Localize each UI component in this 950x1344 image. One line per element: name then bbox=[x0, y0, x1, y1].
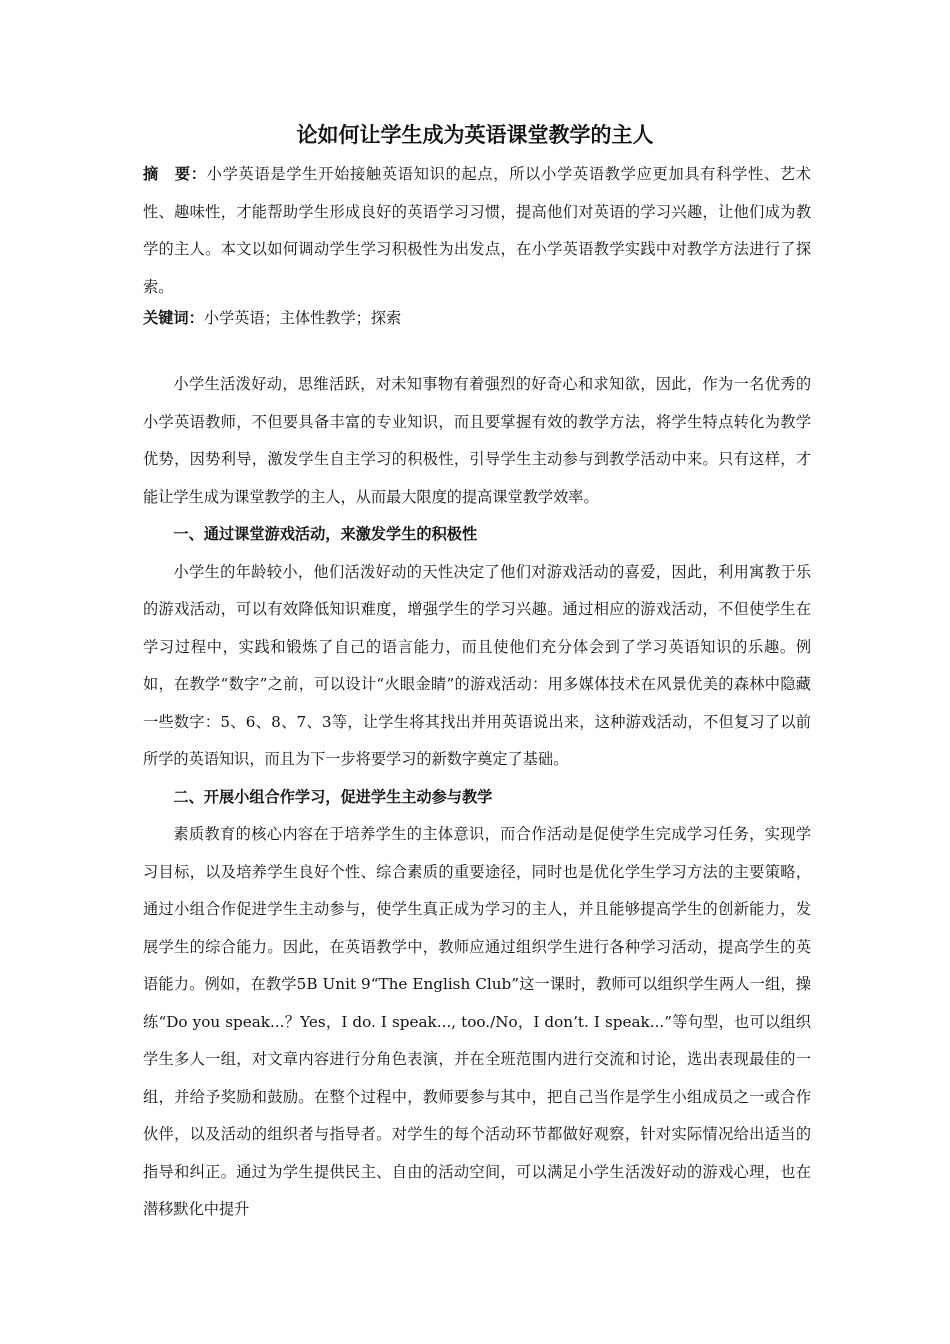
section-heading-1: 一、通过课堂游戏活动，来激发学生的积极性 bbox=[173, 525, 478, 543]
keywords-label: 关键词： bbox=[143, 309, 204, 327]
abstract-label: 摘 要： bbox=[143, 165, 207, 183]
section-paragraph-2: 素质教育的核心内容在于培养学生的主体意识，而合作活动是促使学生完成学习任务，实现学习目标，以及培养学生良好个性、综合素质的重要途径，同时也是优化学生学习方法的主要策略，通过小组合作促进学生主动参与，使学生真正成为学习的主人，并且能够提高学生的创新能力，发展学生的综合能力。因此，在英语教学中，教师应通过组织学生进行各种学习活动，提高学生的英语能力。例如，在教学5B Unit 9“The English Club”这一课时，教师可以组织学生两人一组，操练“Do you speak...？Yes，I do. I speak..., too./No，I don’t. I speak...”等句型，也可以组织学生多人一组，对文章内容进行分角色表演，并在全班范围内进行交流和讨论，选出表现最佳的一组，并给予奖励和鼓励。在整个过程中，教师要参与其中，把自己当作是学生小组成员之一或合作伙伴，以及活动的组织者与指导者。对学生的每个活动环节都做好观察，针对实际情况给出适当的指导和纠正。通过为学生提供民主、自由的活动空间，可以满足小学生活泼好动的游戏心理，也在潜移默化中提升 bbox=[143, 825, 811, 1218]
section-heading-2: 二、开展小组合作学习，促进学生主动参与教学 bbox=[173, 787, 493, 806]
keywords-line bbox=[143, 300, 811, 338]
keywords-text: 小学英语；主体性教学；探索 bbox=[203, 309, 402, 327]
page-title: 论如何让学生成为英语课堂教学的主人 bbox=[296, 123, 654, 147]
abstract-text: 小学英语是学生开始接触英语知识的起点，所以小学英语教学应更加具有科学性、艺术性、趣味性，才能帮助学生形成良好的英语学习习惯，提高他们对英语的学习兴趣，让他们成为教学的主人。本文以如何调动学生学习积极性为出发点，在小学英语教学实践中对教学方法进行了探索。 bbox=[143, 165, 812, 296]
intro-paragraph: 小学生活泼好动，思维活跃，对未知事物有着强烈的好奇心和求知欲，因此，作为一名优秀的小学英语教师，不但要具备丰富的专业知识，而且要掌握有效的教学方法，将学生特点转化为教学优势，因势利导，激发学生自主学习的积极性，引导学生主动参与到教学活动中来。只有这样，才能让学生成为课堂教学的主人，从而最大限度的提高课堂教学效率。 bbox=[143, 375, 811, 506]
body-text bbox=[143, 366, 811, 1229]
section-paragraph-1: 小学生的年龄较小，他们活泼好动的天性决定了他们对游戏活动的喜爱，因此，利用寓教于乐的游戏活动，可以有效降低知识难度，增强学生的学习兴趣。通过相应的游戏活动，不但使学生在学习过程中，实践和锻炼了自己的语言能力，而且使他们充分体会到了学习英语知识的乐趣。例如，在教学“数字”之前，可以设计“火眼金睛”的游戏活动：用多媒体技术在风景优美的森林中隐藏一些数字：5、6、8、7、3等，让学生将其找出并用英语说出来，这种游戏活动，不但复习了以前所学的英语知识，而且为下一步将要学习的新数字奠定了基础。 bbox=[143, 562, 811, 768]
abstract-paragraph bbox=[143, 156, 811, 306]
